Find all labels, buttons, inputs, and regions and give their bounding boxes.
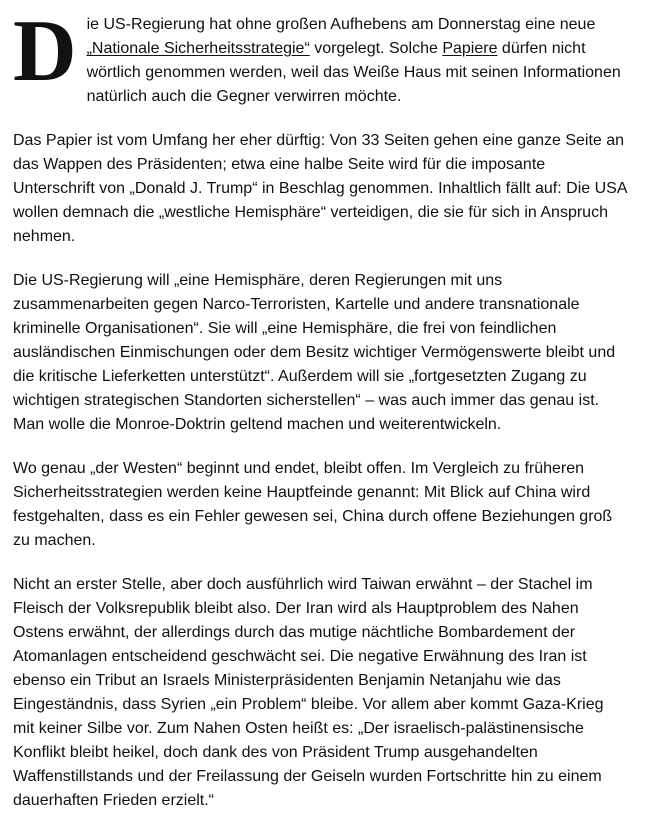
- paragraph-3: Die US-Regierung will „eine Hemisphäre, deren Regierungen mit uns zusammenarbeiten gegen Narco-Terroristen, Kartelle und andere transnationale kriminelle Organisationen“. Sie will „eine Hemisphäre, die frei von feindlichen ausländischen Einmischungen oder dem Besitz wichtiger Vermögenswerte bleibt und die kritische Lieferketten unterstützt“. Außerdem will sie „fortgesetzten Zugang zu wichtigen strategischen Standorten sicherstellen“ – was auch immer das genau ist. Man wolle die Monroe-Doktrin geltend machen und weiterentwickeln.: [13, 272, 616, 433]
- paragraph-1-text-a: ie US-Regierung hat ohne großen Aufhebens am Donnerstag eine neue: [86, 16, 596, 33]
- link-papiere[interactable]: Papiere: [442, 40, 498, 57]
- paragraph-1-text-b: vorgelegt. Solche: [309, 40, 443, 57]
- paragraph-2: Das Papier ist vom Umfang her eher dürftig: Von 33 Seiten gehen eine ganze Seite an das Wappen des Präsidenten; etwa eine halbe Seite wird für die imposante Unterschrift von „Donald J. Trump“ in Beschlag genommen. Inhaltlich fällt auf: Die USA wollen demnach die „westliche Hemisphäre“ verteidigen, die sie für sich in Anspruch nehmen.: [13, 132, 627, 245]
- article-body: [13, 3, 628, 833]
- drop-cap: D: [13, 3, 77, 100]
- paragraph-4: Wo genau „der Westen“ beginnt und endet, bleibt offen. Im Vergleich zu früheren Sicherheitsstrategien werden keine Hauptfeinde genannt: Mit Blick auf China wird festgehalten, dass es ein Fehler gewesen sei, China durch offene Beziehungen groß zu machen.: [13, 460, 613, 549]
- paragraph-5: Nicht an erster Stelle, aber doch ausführlich wird Taiwan erwähnt – der Stachel im Fleisch der Volksrepublik bleibt also. Der Iran wird als Hauptproblem des Nahen Ostens erwähnt, der allerdings durch das mutige nächtliche Bombardement der Atomanlagen entscheidend geschwächt sei. Die negative Erwähnung des Iran ist ebenso ein Tribut an Israels Ministerpräsidenten Benjamin Netanjahu wie das Eingeständnis, dass Syrien „ein Problem“ bleibe. Vor allem aber kommt Gaza-Krieg mit keiner Silbe vor. Zum Nahen Osten heißt es: „Der israelisch-palästinensische Konflikt bleibt heikel, doch dank des von Präsident Trump ausgehandelten Waffenstillstands und der Freilassung der Geiseln wurden Fortschritte hin zu einem dauerhaften Frieden erzielt.“: [13, 576, 604, 809]
- paragraph-1-text-c: dürfen nicht wörtlich genommen werden, weil das Weiße Haus mit seinen Informationen natürlich auch die Gegner verwirren möchte.: [86, 40, 621, 105]
- link-nationale-sicherheitsstrategie[interactable]: „Nationale Sicherheitsstrategie“: [86, 40, 310, 57]
- paragraph-1: [13, 3, 628, 109]
